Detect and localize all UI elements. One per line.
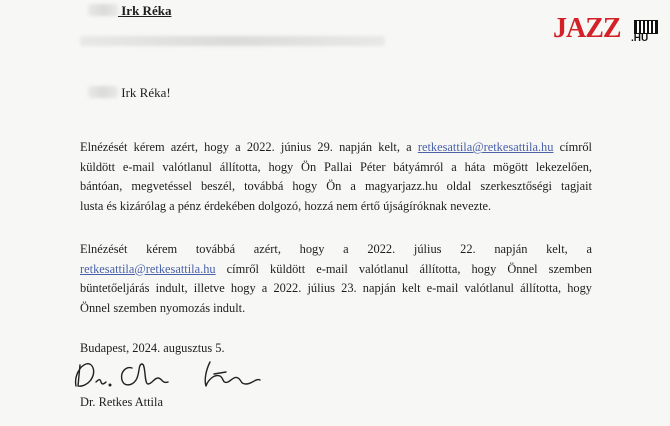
letter-greeting — [88, 85, 171, 101]
paragraph-line: küldött e-mail valótlanul állította, hogy Ön Pallai Péter bátyámról a háta mögött lekezelően, — [80, 159, 592, 174]
email-link[interactable]: retkesattila@retkesattila.hu — [417, 140, 554, 154]
signatory-name: Dr. Retkes Attila — [80, 395, 163, 409]
paragraph-line: bántóan, megvetéssel beszél, továbbá hogy Ön a magyarjazz.hu oldal szerkesztőségi tagjait — [80, 179, 592, 193]
recipient-heading — [88, 3, 171, 19]
apology-paragraph-1 — [80, 138, 592, 216]
paragraph-line — [80, 138, 592, 158]
logo-domain-text: .HU — [631, 33, 649, 44]
handwritten-signature — [70, 356, 300, 392]
redacted-first-name — [88, 4, 118, 16]
paragraph-line: Elnézését kérem továbbá azért, hogy a 2022. július 22. napján kelt, a — [80, 242, 592, 256]
email-link[interactable]: retkesattila@retkesattila.hu — [80, 261, 216, 276]
paragraph-line: büntetőeljárás indult, illetve hogy a 2022. július 23. napján kelt e-mail valótlanul állította, hogy — [80, 281, 592, 295]
text-segment: Elnézését kérem azért, hogy a 2022. június 29. napján kelt, a — [80, 140, 418, 154]
text-segment: címről — [553, 140, 592, 154]
greeting-text: Irk Réka! — [121, 85, 171, 100]
jazz-hu-logo — [553, 14, 661, 48]
redacted-address — [80, 36, 385, 46]
piano-keys-icon — [634, 20, 658, 34]
paragraph-line: lusta és kizárólag a pénz érdekében dolgozó, hozzá nem értő újságíróknak nevezte. — [80, 198, 492, 213]
paragraph-line: Önnel szemben nyomozás indult. — [80, 300, 246, 315]
redacted-greeting-name — [88, 86, 118, 98]
logo-brand-text: JAZZ — [553, 13, 621, 44]
letter-date: Budapest, 2024. augusztus 5. — [80, 341, 225, 355]
apology-paragraph-2 — [80, 240, 592, 318]
text-segment: címről küldött e-mail valótlanul állította, hogy Önnel szemben — [215, 261, 592, 276]
paragraph-line — [80, 260, 592, 280]
recipient-name: Irk Réka — [121, 3, 172, 18]
